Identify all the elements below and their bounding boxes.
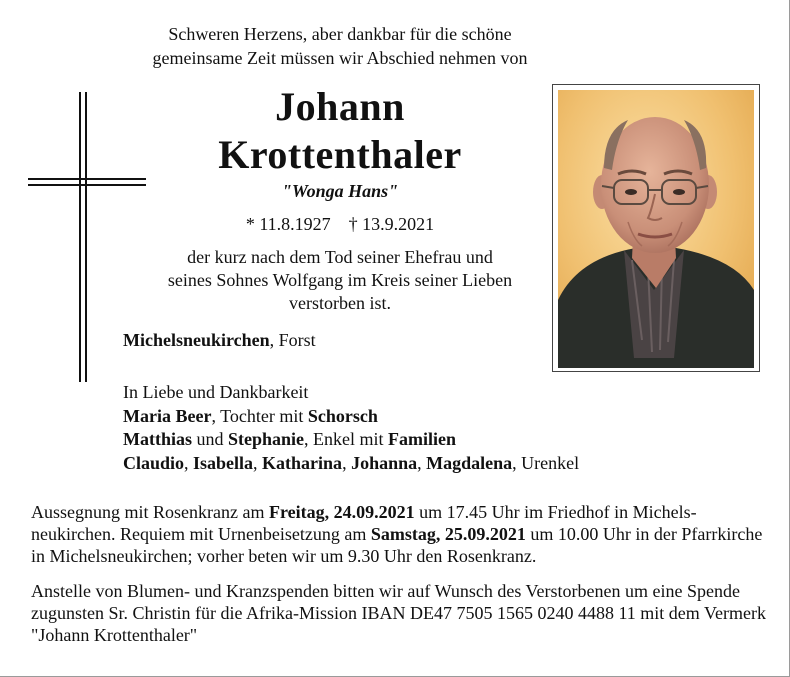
mourners-list bbox=[123, 381, 579, 475]
cross-vertical-line bbox=[79, 92, 81, 382]
mourner-separator: , bbox=[253, 452, 263, 473]
mourner-relation: , Enkel mit bbox=[304, 429, 389, 449]
portrait-image bbox=[558, 90, 754, 368]
announcement-line-2: seines Sohnes Wolfgang im Kreis seiner Lieben bbox=[167, 270, 513, 290]
mourner-name: Isabella bbox=[193, 452, 254, 473]
service-date-saturday: Samstag, 25.09.2021 bbox=[370, 524, 526, 544]
announcement-text bbox=[120, 246, 560, 315]
mourner-line bbox=[123, 405, 579, 429]
donation-info: Anstelle von Blumen- und Kranzspenden bitten wir auf Wunsch des Verstorbenen um eine Spende zugunsten Sr. Christin für die Afrika-Mission IBAN DE47 7505 1565 0240 4488 11 mit dem Vermerk "Johann Krottenthaler" bbox=[31, 581, 766, 645]
announcement-line-3: verstorben ist. bbox=[289, 293, 391, 313]
cross-vertical-line bbox=[85, 92, 87, 382]
birth-date: * 11.8.1927 bbox=[245, 214, 331, 234]
mourner-name: Familien bbox=[388, 429, 457, 449]
service-text: um 10.00 Uhr in der Pfarrkirche in Michelsneukirchen; vorher beten wir um 9.30 Uhr den Rosenkranz. bbox=[31, 524, 763, 566]
mourner-name: Johanna bbox=[351, 452, 418, 473]
life-dates bbox=[140, 213, 540, 235]
mourner-name: Schorsch bbox=[307, 405, 378, 426]
first-name: Johann bbox=[275, 84, 405, 129]
announcement-line-1: der kurz nach dem Tod seiner Ehefrau und bbox=[187, 247, 493, 267]
mourner-connector: und bbox=[192, 429, 228, 449]
intro-text bbox=[100, 22, 580, 70]
mourner-line bbox=[123, 452, 579, 476]
intro-line-2: gemeinsame Zeit müssen wir Abschied nehmen von bbox=[152, 48, 528, 68]
mourner-relation: , Tochter mit bbox=[211, 405, 308, 426]
mourner-separator: , bbox=[184, 452, 194, 473]
cross-horizontal-line bbox=[28, 178, 146, 180]
cross-horizontal-line bbox=[28, 184, 146, 186]
deceased-name bbox=[140, 83, 540, 179]
nickname: "Wonga Hans" bbox=[281, 181, 399, 201]
portrait-photo bbox=[552, 84, 760, 372]
service-date-friday: Freitag, 24.09.2021 bbox=[268, 502, 415, 522]
service-text: Aussegnung mit Rosenkranz am bbox=[31, 502, 269, 522]
service-info bbox=[31, 501, 771, 567]
residence-rest: , Forst bbox=[269, 330, 316, 350]
death-date: † 13.9.2021 bbox=[348, 214, 435, 234]
service-text: um 17.45 Uhr im Friedhof in Michels-neukirchen. Requiem mit Urnenbeisetzung am bbox=[31, 502, 697, 544]
mourner-separator: , bbox=[342, 452, 352, 473]
mourner-name: Stephanie bbox=[228, 429, 305, 449]
residence-town: Michelsneukirchen bbox=[123, 330, 270, 350]
mourner-name: Claudio bbox=[123, 452, 185, 473]
intro-line-1: Schweren Herzens, aber dankbar für die schöne bbox=[168, 24, 512, 44]
mourner-name: Katharina bbox=[262, 452, 343, 473]
residence bbox=[123, 329, 316, 351]
mourner-name: Maria Beer bbox=[123, 405, 212, 426]
mourner-relation: , Urenkel bbox=[512, 452, 580, 473]
mourner-name: Magdalena bbox=[426, 452, 513, 473]
mourners-intro: In Liebe und Dankbarkeit bbox=[123, 382, 309, 402]
last-name: Krottenthaler bbox=[218, 132, 462, 177]
mourner-line bbox=[123, 428, 579, 452]
mourner-separator: , bbox=[417, 452, 427, 473]
mourner-name: Matthias bbox=[123, 429, 192, 449]
